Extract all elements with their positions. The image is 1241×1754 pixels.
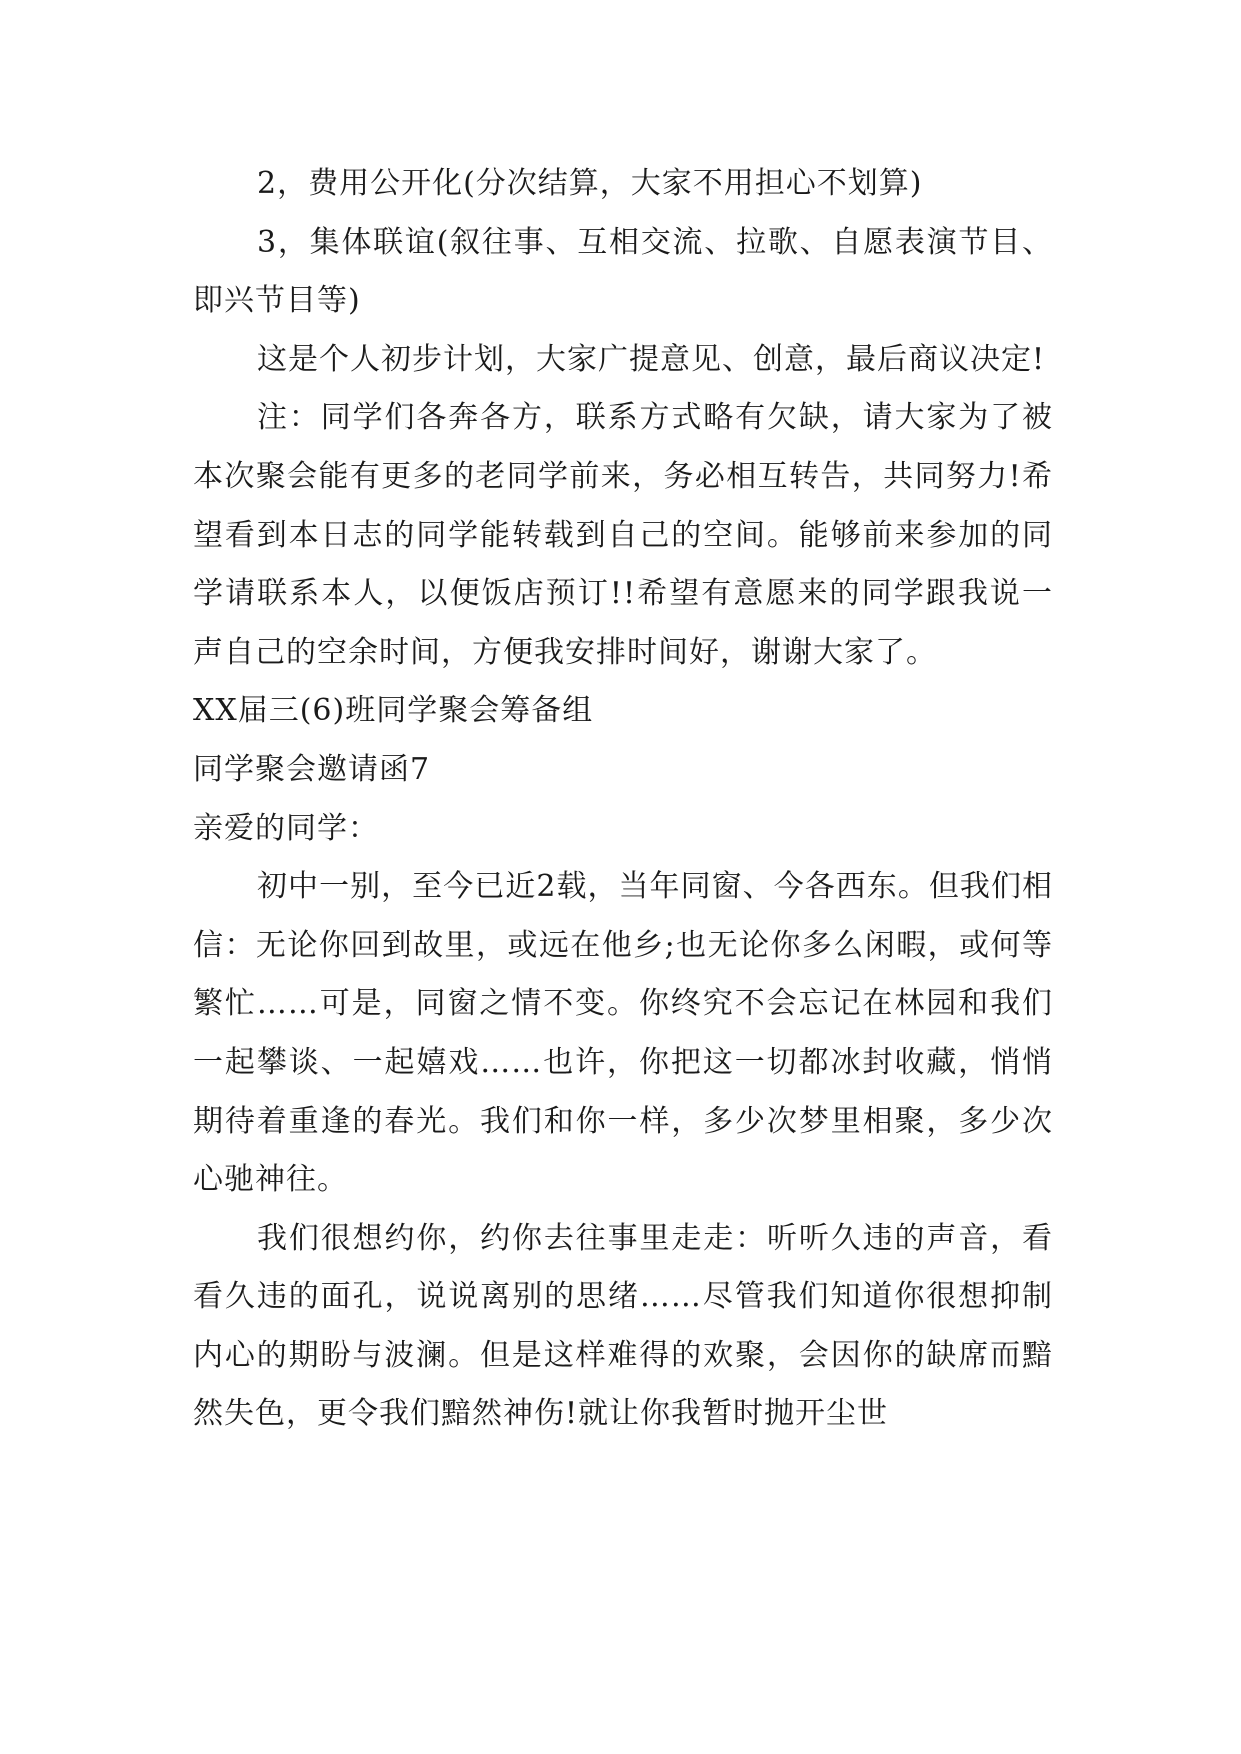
salutation: 亲爱的同学： <box>193 810 379 846</box>
paragraph-invitation: 我们很想约你，约你去往事里走走：听听久违的声音，看看久违的面孔，说说离别的思绪……尽管我们知道你很想抑制内心的期盼与波澜。但是这样难得的欢聚，会因你的缺席而黯然失色，更令我们黯然神伤!就让你我暂时抛开尘世 <box>193 1220 1053 1432</box>
paragraph-preliminary-plan: 这是个人初步计划，大家广提意见、创意，最后商议决定! <box>257 341 1046 377</box>
paragraph-note: 注：同学们各奔各方，联系方式略有欠缺，请大家为了被本次聚会能有更多的老同学前来，务必相互转告，共同努力!希望看到本日志的同学能转载到自己的空间。能够前来参加的同学请联系本人，以便饭店预订!!希望有意愿来的同学跟我说一声自己的空余时间，方便我安排时间好，谢谢大家了。 <box>193 400 1053 670</box>
signature-organizing-group: XX届三(6)班同学聚会筹备组 <box>193 693 594 729</box>
paragraph-reminiscence: 初中一别，至今已近2载，当年同窗、今各西东。但我们相信：无论你回到故里，或远在他乡;也无论你多么闲暇，或何等繁忙……可是，同窗之情不变。你终究不会忘记在林园和我们一起攀谈、一起嬉戏……也许，你把这一切都冰封收藏，悄悄期待着重逢的春光。我们和你一样，多少次梦里相聚，多少次心驰神往。 <box>193 869 1053 1198</box>
paragraph-fee-disclosure: 2，费用公开化(分次结算，大家不用担心不划算) <box>257 166 923 201</box>
section-heading-invitation-7: 同学聚会邀请函7 <box>193 751 431 787</box>
document-body <box>193 155 1053 1444</box>
paragraph-group-activities: 3，集体联谊(叙往事、互相交流、拉歌、自愿表演节目、即兴节目等) <box>193 224 1053 319</box>
